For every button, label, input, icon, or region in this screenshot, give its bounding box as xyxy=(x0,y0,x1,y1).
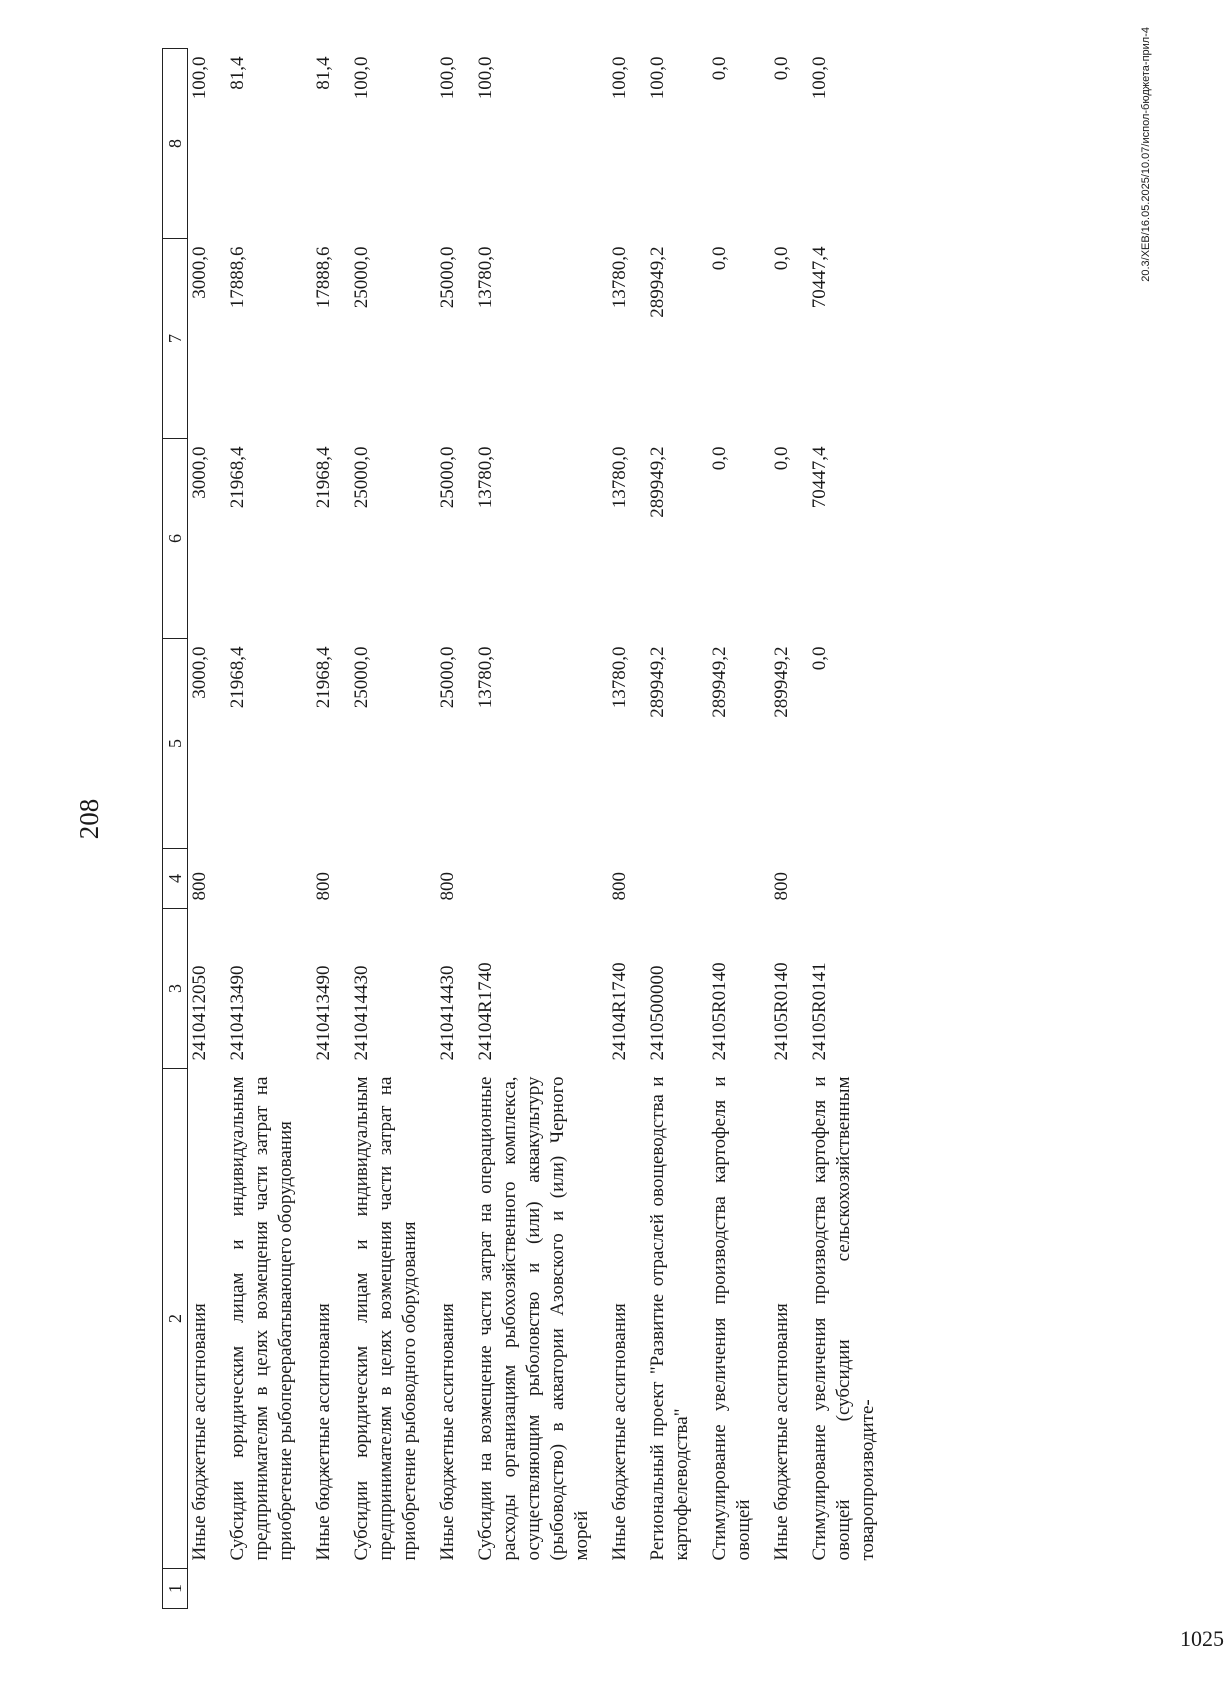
cell-empty xyxy=(222,1569,308,1609)
row-name: Региональный проект "Развитие отраслей овощеводства и картофелеводства" xyxy=(647,1076,692,1561)
column-number: 8 xyxy=(163,49,188,239)
row-value-8: 100,0 xyxy=(475,56,496,100)
row-value-5: 21968,4 xyxy=(313,646,334,709)
row-type xyxy=(642,849,704,909)
row-type xyxy=(804,849,890,909)
row-value-7: 17888,6 xyxy=(313,246,334,309)
column-number: 4 xyxy=(163,849,188,909)
row-type: 800 xyxy=(609,872,630,901)
row-code: 2410413490 xyxy=(227,965,248,1061)
row-value-8: 81,4 xyxy=(313,56,334,90)
column-number: 1 xyxy=(163,1569,188,1609)
table-row xyxy=(766,49,804,1609)
cell-empty xyxy=(704,1569,766,1609)
row-value-7: 0,0 xyxy=(709,246,730,271)
cell-empty xyxy=(346,1569,432,1609)
table-row xyxy=(308,49,346,1609)
row-value-8: 100,0 xyxy=(647,56,668,100)
row-type: 800 xyxy=(189,872,210,901)
row-type: 800 xyxy=(771,872,792,901)
row-type xyxy=(704,849,766,909)
row-value-5: 25000,0 xyxy=(351,646,372,709)
row-name: Иные бюджетные ассигнования xyxy=(437,1303,458,1561)
row-name: Стимулирование увеличения производства картофеля и овощей xyxy=(709,1076,754,1561)
row-code: 24105R0141 xyxy=(809,962,830,1061)
row-value-7: 25000,0 xyxy=(437,246,458,309)
column-number-row xyxy=(163,49,188,1609)
row-value-7: 17888,6 xyxy=(227,246,248,309)
row-value-8: 81,4 xyxy=(227,56,248,90)
row-value-5: 0,0 xyxy=(809,646,830,671)
cell-empty xyxy=(766,1569,804,1609)
table-row xyxy=(470,49,604,1609)
row-code: 2410500000 xyxy=(647,965,668,1061)
row-value-7: 13780,0 xyxy=(609,246,630,309)
page-number: 208 xyxy=(74,798,104,840)
row-value-8: 0,0 xyxy=(771,56,792,81)
cell-empty xyxy=(804,1569,890,1609)
table-row xyxy=(222,49,308,1609)
row-name: Иные бюджетные ассигнования xyxy=(313,1303,334,1561)
row-value-7: 25000,0 xyxy=(351,246,372,309)
row-value-5: 13780,0 xyxy=(609,646,630,709)
row-code: 24105R0140 xyxy=(709,962,730,1061)
row-name: Стимулирование увеличения производства картофеля и овощей (субсидии сельскохозяйственным товаропроизводите- xyxy=(809,1076,878,1561)
table-row xyxy=(704,49,766,1609)
row-value-5: 289949,2 xyxy=(647,646,668,718)
table-row xyxy=(642,49,704,1609)
table-row xyxy=(804,49,890,1609)
row-type xyxy=(470,849,604,909)
row-name: Иные бюджетные ассигнования xyxy=(609,1303,630,1561)
row-value-5: 13780,0 xyxy=(475,646,496,709)
row-value-7: 70447,4 xyxy=(809,246,830,309)
row-value-6: 0,0 xyxy=(709,446,730,471)
row-type: 800 xyxy=(313,872,334,901)
cell-empty xyxy=(432,1569,470,1609)
row-code: 2410412050 xyxy=(189,965,210,1061)
row-value-5: 21968,4 xyxy=(227,646,248,709)
row-value-6: 289949,2 xyxy=(647,446,668,518)
column-number: 7 xyxy=(163,239,188,439)
row-name: Субсидии юридическим лицам и индивидуальным предпринимателям в целях возмещения части затрат на приобретение рыбоперерабатывающего оборудования xyxy=(227,1076,296,1561)
row-type xyxy=(346,849,432,909)
row-code: 2410413490 xyxy=(313,965,334,1061)
row-value-8: 100,0 xyxy=(351,56,372,100)
row-value-5: 289949,2 xyxy=(709,646,730,718)
row-code: 2410414430 xyxy=(437,965,458,1061)
row-value-6: 3000,0 xyxy=(189,446,210,499)
row-value-7: 3000,0 xyxy=(189,246,210,299)
sheet-number: 1025 xyxy=(1180,1626,1224,1651)
row-code: 24104R1740 xyxy=(609,962,630,1061)
row-value-6: 0,0 xyxy=(771,446,792,471)
row-name: Иные бюджетные ассигнования xyxy=(771,1303,792,1561)
row-value-8: 100,0 xyxy=(809,56,830,100)
table-row xyxy=(346,49,432,1609)
table-row xyxy=(604,49,642,1609)
row-value-6: 21968,4 xyxy=(313,446,334,509)
column-number: 3 xyxy=(163,909,188,1069)
row-value-7: 0,0 xyxy=(771,246,792,271)
row-type xyxy=(222,849,308,909)
cell-empty xyxy=(642,1569,704,1609)
row-value-8: 100,0 xyxy=(437,56,458,100)
row-type: 800 xyxy=(437,872,458,901)
row-value-6: 25000,0 xyxy=(351,446,372,509)
row-value-8: 0,0 xyxy=(709,56,730,81)
cell-empty xyxy=(604,1569,642,1609)
row-value-7: 13780,0 xyxy=(475,246,496,309)
row-code: 2410414430 xyxy=(351,965,372,1061)
table-row xyxy=(432,49,470,1609)
budget-table xyxy=(162,48,890,1609)
row-name: Субсидии юридическим лицам и индивидуальным предпринимателям в целях возмещения части затрат на приобретение рыбоводного оборудования xyxy=(351,1076,420,1561)
row-value-5: 25000,0 xyxy=(437,646,458,709)
row-value-6: 13780,0 xyxy=(609,446,630,509)
column-number: 6 xyxy=(163,439,188,639)
cell-empty xyxy=(188,1569,223,1609)
row-code: 24104R1740 xyxy=(475,962,496,1061)
row-code: 24105R0140 xyxy=(771,962,792,1061)
row-value-6: 21968,4 xyxy=(227,446,248,509)
row-value-8: 100,0 xyxy=(609,56,630,100)
row-value-5: 289949,2 xyxy=(771,646,792,718)
footer-code: 20.3/XEB/16.05.2025/10.07/испол-бюджета-прил-4 xyxy=(1140,27,1152,282)
cell-empty xyxy=(470,1569,604,1609)
table-body xyxy=(163,49,891,1609)
column-number: 2 xyxy=(163,1069,188,1569)
row-value-8: 100,0 xyxy=(189,56,210,100)
row-name: Субсидии на возмещение части затрат на операционные расходы организациям рыбохозяйственного комплекса, осуществляющим рыболовство и (или) аквакультуру (рыбоводство) в акватории Азовского и (или) Черного морей xyxy=(475,1076,592,1561)
row-value-6: 25000,0 xyxy=(437,446,458,509)
row-name: Иные бюджетные ассигнования xyxy=(189,1303,210,1561)
row-value-6: 70447,4 xyxy=(809,446,830,509)
row-value-5: 3000,0 xyxy=(189,646,210,699)
row-value-7: 289949,2 xyxy=(647,246,668,318)
table-row xyxy=(188,49,223,1609)
cell-empty xyxy=(308,1569,346,1609)
row-value-6: 13780,0 xyxy=(475,446,496,509)
column-number: 5 xyxy=(163,639,188,849)
